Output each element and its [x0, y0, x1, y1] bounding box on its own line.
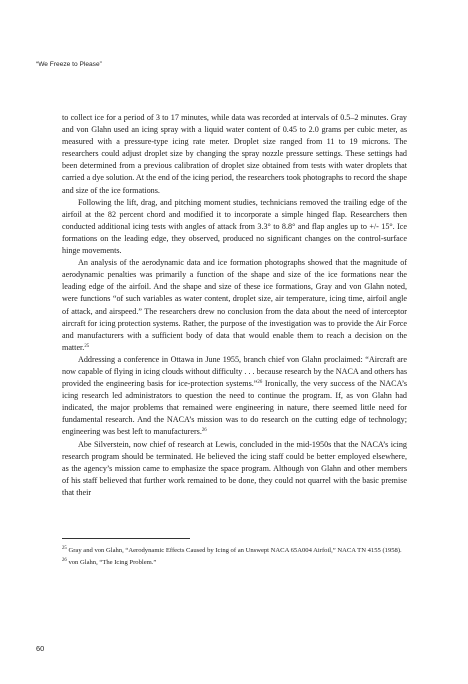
footnote-marker-25: 25	[84, 343, 90, 349]
footnote-divider	[62, 538, 190, 539]
footnote-text: Gray and von Glahn, “Aerodynamic Effects Caused by Icing of an Unswept NACA 65A004 Airfoil,” NACA TN 4155 (1958).	[68, 547, 402, 554]
page-number: 60	[36, 644, 45, 653]
paragraph-4	[62, 354, 407, 439]
body-text	[62, 112, 407, 499]
paragraph-2	[62, 197, 407, 257]
footnote-number: 25	[62, 546, 67, 551]
footnotes	[62, 546, 407, 568]
footnote-26	[62, 558, 407, 569]
running-head: “We Freeze to Please”	[36, 61, 102, 68]
paragraph-3	[62, 257, 407, 354]
footnote-number: 26	[62, 557, 67, 563]
footnote-marker-26: 26	[201, 428, 207, 434]
footnote-marker-26: 26	[257, 380, 263, 386]
paragraph-1	[62, 112, 407, 197]
paragraph-text: to collect ice for a period of 3 to 17 minutes, while data was recorded at intervals of 0.5–2 minutes. Gray and von Glahn used an icing spray with a liquid water content of 0.45 to 2.0 grams per cubic meter, as measured with a pressure-type icing rate meter. Droplet size ranged from 11 to 19 microns. The researchers could adjust droplet size by changing the spray nozzle pressure settings. These settings had been determined from a previous calibration of droplet size obtained from tests with water droplets that carried a dye solution. At the end of the icing period, the researchers took photographs to record the shape and size of the ice formations.	[62, 113, 407, 195]
paragraph-text: Abe Silverstein, now chief of research at Lewis, concluded in the mid-1950s that the NACA’s icing research program should be terminated. He believed the icing staff could be better employed elsewhere, as the agency’s mission came to emphasize the space program. Although von Glahn and other members of his staff believed that further work remained to be done, they could not quarrel with the basic premise that their	[62, 439, 407, 497]
paragraph-text: An analysis of the aerodynamic data and ice formation photographs showed that the magnitude of aerodynamic penalties was primarily a function of the shape and size of the ice formations near the leading edge of the airfoil. And the shape and size of these ice formations, Gray and von Glahn noted, were functions “of such variables as water content, droplet size, air temperature, icing time, airfoil angle of attack, and airspeed.” The researchers drew no conclusion from the data about the need of interceptor aircraft for icing protection systems. Rather, the purpose of the investigation was to provide the Air Force and manufacturers with a sufficient body of data that would enable them to reach a decision on the matter.	[62, 258, 407, 352]
footnote-text: von Glahn, “The Icing Problem.”	[68, 558, 157, 566]
footnote-25	[62, 546, 407, 557]
paragraph-5	[62, 439, 407, 499]
paragraph-text: Addressing a conference in Ottawa in June 1955, branch chief von Glahn proclaimed: “Aircraft are now capable of flying in icing clouds without difficulty . . . because research by the NACA and others has provided the engineering basis for ice-protection systems.”	[62, 354, 407, 389]
paragraph-text: Following the lift, drag, and pitching moment studies, technicians removed the trailing edge of the airfoil at the 82 percent chord and modified it to incorporate a simple hinged flap. Researchers then conducted additional icing tests with angles of attack from 3.3° to 8.8° and flap angles up to +/- 15°. Ice formations on the leading edge, they observed, produced no significant changes on the control-surface hinge movements.	[62, 197, 407, 256]
paragraph-text: Ironically, the very success of the NACA’s icing research led administrators to question the need to continue the program. If, as von Glahn had indicated, the major problems that remained were engineering in nature, there seemed little need for fundamental research. And the NACA’s mission was to do research on the cutting edge of technology; engineering was best left to manufacturers.	[62, 379, 407, 437]
